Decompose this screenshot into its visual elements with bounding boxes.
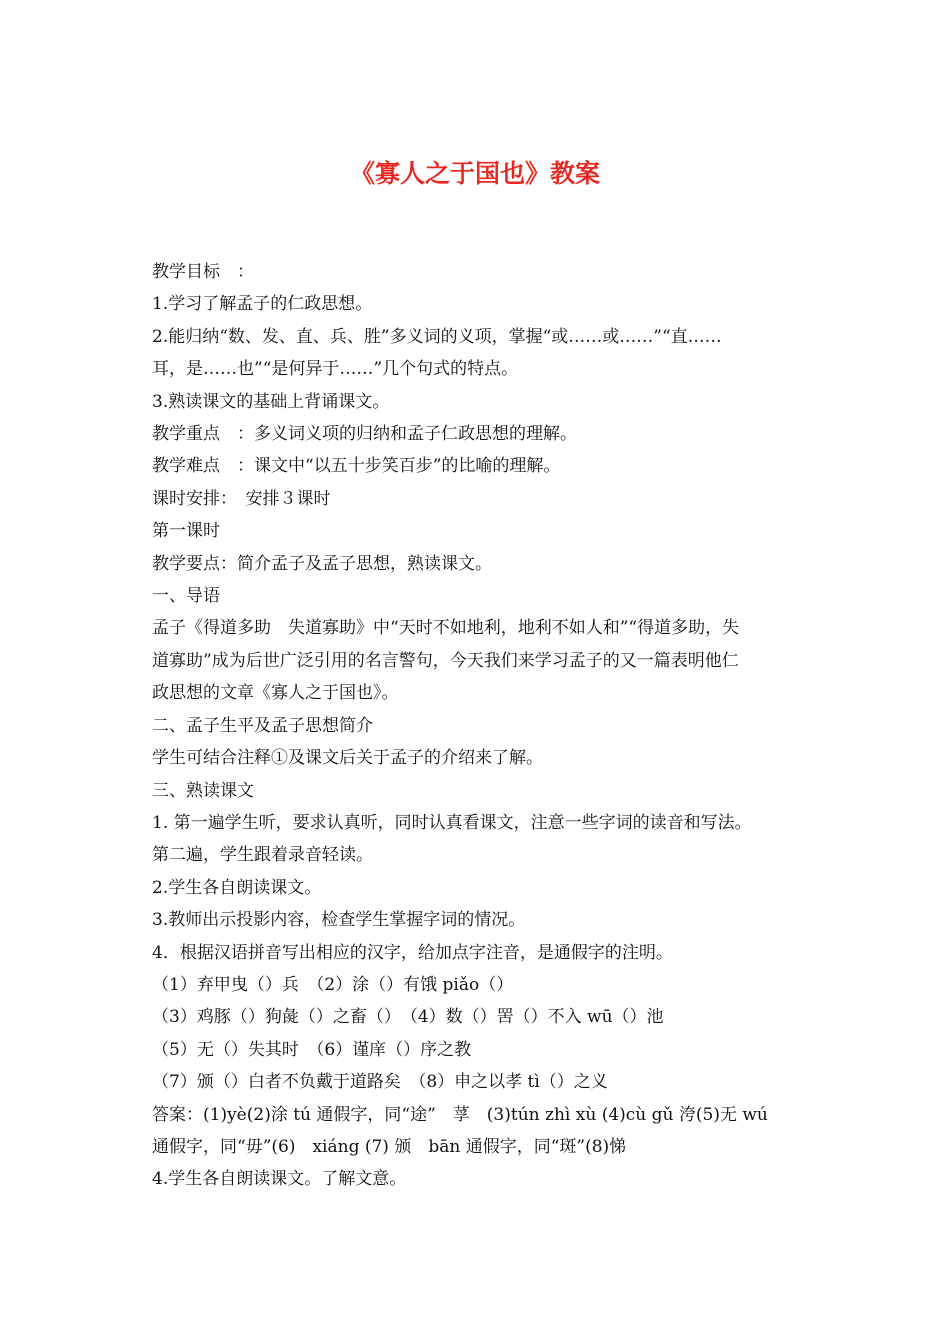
text-line: 1.学习了解孟子的仁政思想。 xyxy=(152,294,373,315)
text-line: 2.能归纳“数、发、直、兵、胜”多义词的义项，掌握“或……或……”“直…… xyxy=(152,326,722,347)
text-line: 教学目标 ： xyxy=(152,262,254,282)
document-title: 《寡人之于国也》教案 xyxy=(349,159,600,188)
text-line: 二、孟子生平及孟子思想简介 xyxy=(152,715,373,736)
text-line: 通假字，同“毋”(6) xiáng (7) 颁 bān 通假字，同“斑”(8)悌 xyxy=(152,1136,627,1157)
text-line: 3.熟读课文的基础上背诵课文。 xyxy=(152,391,390,412)
text-line: 一、导语 xyxy=(152,586,220,607)
text-line: 课时安排： 安排３课时 xyxy=(152,488,331,509)
text-line: 教学要点：简介孟子及孟子思想，熟读课文。 xyxy=(152,553,492,574)
text-line: （5）无（）失其时 （6）谨庠（）序之教 xyxy=(152,1039,472,1060)
text-line: 3.教师出示投影内容，检查学生掌握字词的情况。 xyxy=(152,910,526,931)
text-line: （7）颁（）白者不负戴于道路矣 （8）申之以孝 tì（）之义 xyxy=(152,1072,608,1093)
text-line: 4.学生各自朗读课文。了解文意。 xyxy=(152,1169,407,1190)
text-line: 学生可结合注释①及课文后关于孟子的介绍来了解。 xyxy=(152,748,543,769)
text-line: 孟子《得道多助 失道寡助》中“天时不如地利，地利不如人和”“得道多助，失 xyxy=(152,618,740,639)
text-line: 4．根据汉语拼音写出相应的汉字，给加点字注音，是通假字的注明。 xyxy=(152,942,673,963)
text-line: 1. 第一遍学生听，要求认真听，同时认真看课文，注意一些字词的读音和写法。 xyxy=(152,812,752,833)
text-line: 耳，是……也”“是何异于……”几个句式的特点。 xyxy=(152,359,519,380)
text-line: （1）弃甲曳（）兵 （2）涂（）有饿 piǎo（） xyxy=(152,974,514,995)
text-line: 教学重点 ：多义词义项的归纳和孟子仁政思想的理解。 xyxy=(152,424,577,445)
text-line: 三、熟读课文 xyxy=(152,780,254,801)
text-line: 教学难点 ：课文中“以五十步笑百步”的比喻的理解。 xyxy=(152,456,561,477)
document-body xyxy=(152,256,802,1196)
text-line: 2.学生各自朗读课文。 xyxy=(152,877,322,898)
text-line: 第一课时 xyxy=(152,521,220,542)
text-line: 第二遍，学生跟着录音轻读。 xyxy=(152,845,373,866)
text-line: 答案：(1)yè(2)涂 tú 通假字，同“途” 莩 (3)tún zhì xù (4)cù gǔ 洿(5)无 wú xyxy=(152,1104,768,1125)
text-line: 政思想的文章《寡人之于国也》。 xyxy=(152,683,399,704)
text-line: （3）鸡豚（）狗彘（）之畜（） （4）数（）罟（）不入 wū（）池 xyxy=(152,1007,664,1028)
text-line: 道寡助”成为后世广泛引用的名言警句，今天我们来学习孟子的又一篇表明他仁 xyxy=(152,650,739,671)
